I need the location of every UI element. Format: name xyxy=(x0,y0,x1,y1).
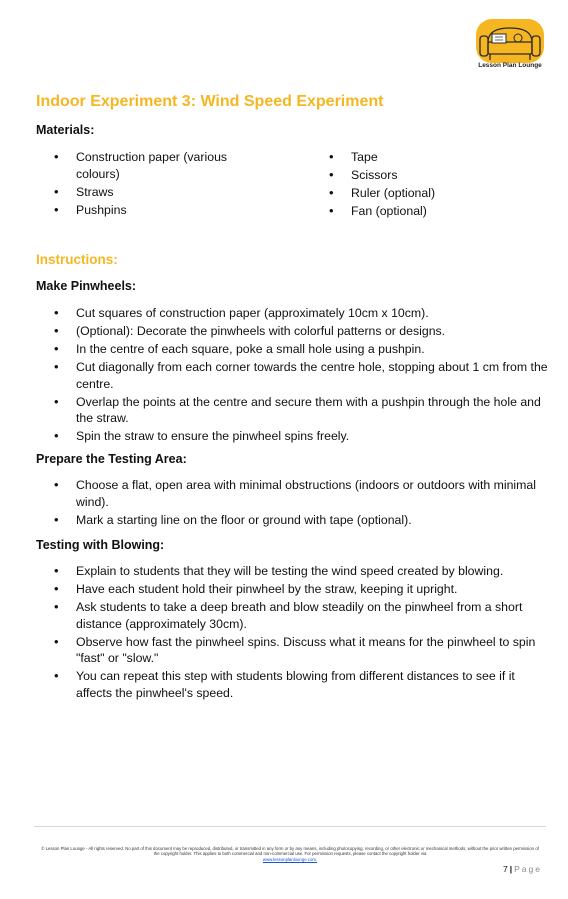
list-item: • Tape xyxy=(311,149,511,166)
list-item: • In the centre of each square, poke a small hole using a pushpin. xyxy=(36,341,548,358)
list-item: • Pushpins xyxy=(36,202,246,219)
list-item: • Ask students to take a deep breath and blow steadily on the pinwheel from a short distance (approximately 30cm). xyxy=(36,599,548,632)
section-heading-testing-area: Prepare the Testing Area: xyxy=(36,452,187,466)
page-number xyxy=(503,864,542,874)
list-item: • Scissors xyxy=(311,167,511,184)
materials-list-left xyxy=(36,149,246,220)
footer-divider xyxy=(34,826,546,827)
list-item: • Have each student hold their pinwheel by the straw, keeping it upright. xyxy=(36,581,548,598)
page-label: Page xyxy=(514,864,542,874)
list-item: • Choose a flat, open area with minimal obstructions (indoors or outdoors with minimal wind). xyxy=(36,477,548,510)
copyright-text: © Lesson Plan Lounge - All rights reserved. No part of this document may be reproduced, distributed, or transmitted in any form or by any means, including photocopying, recording, or other electronic or mechanical methods, without the prior written permission of the copyright holder. This applies to both commercial and non-commercial use. For permission requests, please contact the copyright holder via xyxy=(41,846,539,857)
list-item: • Straws xyxy=(36,184,246,201)
list-item: • You can repeat this step with students blowing from different distances to see if it affects the pinwheel's speed. xyxy=(36,668,548,701)
list-item: • Explain to students that they will be testing the wind speed created by blowing. xyxy=(36,563,548,580)
list-item: • Overlap the points at the centre and secure them with a pushpin through the hole and the straw. xyxy=(36,394,548,427)
logo-text: Lesson Plan Lounge xyxy=(478,62,542,69)
copyright-notice xyxy=(38,846,542,862)
instructions-heading: Instructions: xyxy=(36,252,118,267)
list-item: • Mark a starting line on the floor or ground with tape (optional). xyxy=(36,512,548,529)
list-item: • (Optional): Decorate the pinwheels with colorful patterns or designs. xyxy=(36,323,548,340)
list-item: • Cut diagonally from each corner towards the centre hole, stopping about 1 cm from the centre. xyxy=(36,359,548,392)
list-item: • Fan (optional) xyxy=(311,203,511,220)
section-heading-testing-blowing: Testing with Blowing: xyxy=(36,538,165,552)
list-item: • Observe how fast the pinwheel spins. Discuss what it means for the pinwheel to spin "fast" or "slow." xyxy=(36,634,548,667)
section-heading-make-pinwheels: Make Pinwheels: xyxy=(36,279,137,293)
list-item: • Ruler (optional) xyxy=(311,185,511,202)
list-item: • Construction paper (various colours) xyxy=(36,149,246,182)
list-item: • Cut squares of construction paper (approximately 10cm x 10cm). xyxy=(36,305,548,322)
list-item: • Spin the straw to ensure the pinwheel spins freely. xyxy=(36,428,548,445)
materials-list-right xyxy=(311,149,511,221)
make-pinwheels-list xyxy=(36,305,548,446)
page-number-value: 7 xyxy=(503,864,508,874)
testing-area-list xyxy=(36,477,548,530)
testing-blowing-list xyxy=(36,563,548,703)
page-title: Indoor Experiment 3: Wind Speed Experiment xyxy=(36,93,384,110)
page-separator: | xyxy=(509,864,513,874)
website-link[interactable]: www.lessonplanlounge.com. xyxy=(262,856,318,862)
materials-heading: Materials: xyxy=(36,123,95,137)
